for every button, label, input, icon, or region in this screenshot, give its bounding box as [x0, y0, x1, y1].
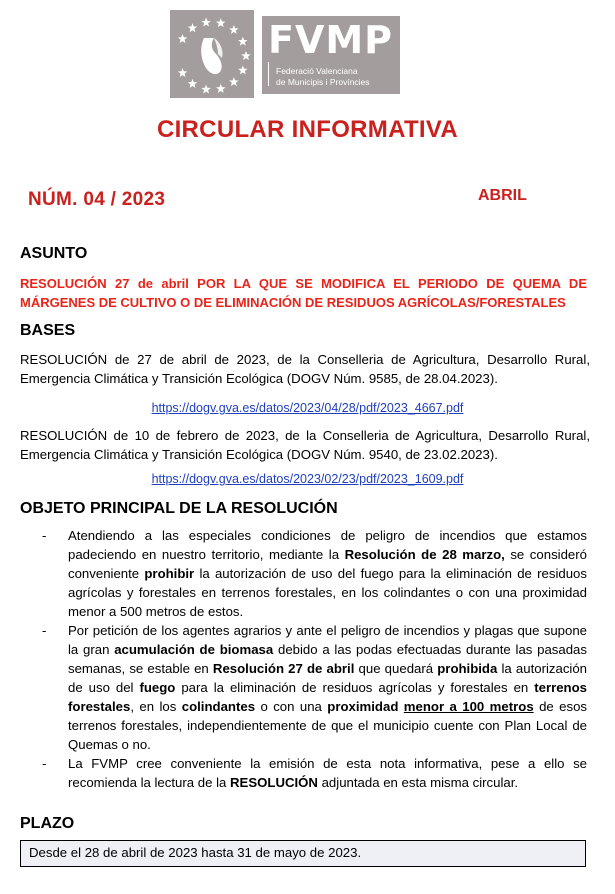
list-item	[20, 526, 587, 621]
bold-run: colindantes	[181, 699, 256, 714]
text-run: Atendiendo a las especiales condiciones de peligro de incendios que estamos padeciendo en nuestro territorio, mediante la	[68, 528, 587, 562]
bold-run: Resolución 27 de abril	[212, 661, 355, 676]
base-item-1-link[interactable]: https://dogv.gva.es/datos/2023/04/28/pdf/2023_4667.pdf	[151, 401, 464, 415]
text-run: Por petición de los agentes agrarios y ante el peligro de incendios y plagas que supone la gran	[68, 623, 587, 657]
text-run: la autorización de uso del	[68, 661, 588, 695]
circular-title: CIRCULAR INFORMATIVA	[156, 116, 459, 143]
base-item-2-link[interactable]: https://dogv.gva.es/datos/2023/02/23/pdf/2023_1609.pdf	[151, 472, 464, 486]
bold-run: fuego	[139, 680, 176, 695]
underlined-bold-run: menor a 100 metros	[403, 699, 534, 714]
bold-run: prohibir	[144, 566, 195, 581]
asunto-text: RESOLUCIÓN 27 de abril POR LA QUE SE MODIFICA EL PERIODO DE QUEMA DE MÁRGENES DE CULTIVO O DE ELIMINACIÓN DE RESIDUOS AGRÍCOLAS/FORESTALES	[20, 276, 587, 310]
bold-run: prohibida	[437, 661, 498, 676]
bold-run: terrenos forestales	[68, 680, 587, 714]
objeto-heading: OBJETO PRINCIPAL DE LA RESOLUCIÓN	[20, 500, 338, 517]
bold-run: Resolución de 28 marzo,	[344, 547, 505, 562]
circular-month: ABRIL	[478, 187, 527, 204]
text-run: o con una	[255, 699, 328, 714]
fvmp-logo	[170, 10, 400, 98]
dash-bullet: -	[42, 756, 47, 771]
objeto-list	[20, 526, 587, 792]
bold-run: RESOLUCIÓN	[230, 775, 318, 790]
list-item	[20, 621, 587, 754]
fvmp-wordmark	[262, 16, 400, 94]
text-run: La FVMP cree conveniente la emisión de esta nota informativa, pese a ello se recomienda la lectura de la	[68, 756, 587, 790]
base-item-1-text: RESOLUCIÓN de 27 de abril de 2023, de la Conselleria de Agricultura, Desarrollo Rural, Emergencia Climática y Transición Ecológica (DOGV Núm. 9585, de 28.04.2023).	[20, 352, 590, 386]
text-run: se consideró conveniente	[68, 547, 587, 581]
dash-bullet: -	[42, 623, 47, 638]
plazo-text: Desde el 28 de abril de 2023 hasta 31 de mayo de 2023.	[29, 845, 362, 860]
plazo-box	[20, 840, 586, 867]
logo-subtitle-2: de Municipis i Províncies	[276, 77, 370, 87]
text-run: que quedará	[354, 661, 438, 676]
circular-number: NÚM. 04 / 2023	[28, 189, 166, 210]
text-run: de esos terrenos forestales, independientemente de que el municipio cuente con Plan Local de Quemas o no.	[68, 699, 588, 752]
base-item-2-text: RESOLUCIÓN de 10 de febrero de 2023, de la Conselleria de Agricultura, Desarrollo Rural, Emergencia Climática y Transición Ecológica (DOGV Núm. 9540, de 23.02.2023).	[20, 428, 590, 462]
logo-name: FVMP	[268, 18, 394, 62]
logo-divider	[268, 62, 275, 86]
text-run: debido a las podas efectuadas durante las pasadas semanas, se estable en	[68, 642, 587, 676]
plazo-heading: PLAZO	[20, 815, 75, 832]
asunto-heading: ASUNTO	[20, 245, 88, 262]
text-run: , en los	[130, 699, 182, 714]
bold-run: acumulación de biomasa	[114, 642, 274, 657]
bold-run: proximidad	[327, 699, 399, 714]
text-run: adjuntada en esta misma circular.	[317, 775, 519, 790]
bases-heading: BASES	[20, 322, 76, 339]
dash-bullet: -	[42, 528, 47, 543]
logo-subtitle-1: Federació Valenciana	[276, 66, 358, 76]
list-item	[20, 754, 587, 792]
text-run: para la eliminación de residuos agrícolas y forestales en	[175, 680, 535, 695]
text-run: la autorización de uso del fuego para la eliminación de residuos agrícolas y forestales en terrenos forestales, en los colindantes o con una proximidad menor a 500 metros de estos.	[68, 566, 587, 619]
valencian-emblem-icon	[170, 10, 254, 98]
